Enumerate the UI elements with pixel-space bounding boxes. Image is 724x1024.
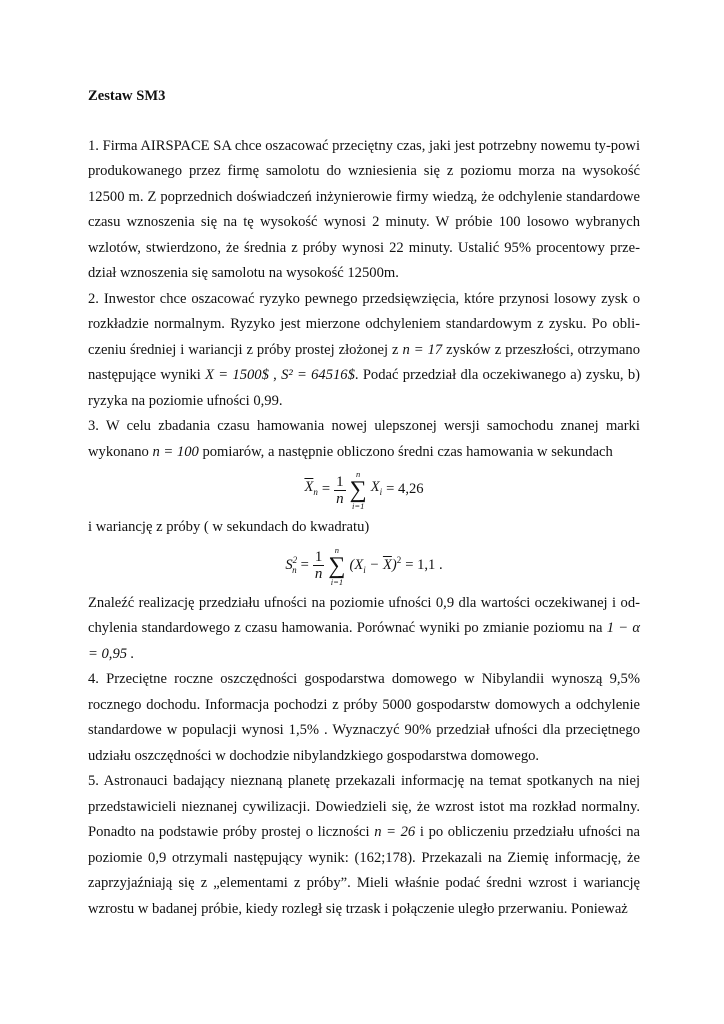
problem-5-sample-size: n = 26 [374,824,416,840]
problem-2-mean: X = 1500$ [205,367,269,383]
mean-formula: $\overline{X}_n$ = $\frac{1}{n}$ n ∑ i=1 $X_i$ = 4,26 [304,469,424,511]
problem-2-sample-size: n = 17 [402,341,443,358]
variance-formula: $S^2_n$ = $\frac{1}{n}$ n ∑ i=1 $(X_i - \overline{X})^2$ = 1,1 . [285,544,443,587]
problem-5 [88,769,640,922]
problem-3-text-a: 3. W celu zbadania czasu hamowania nowej ulepszonej wersji samochodu znanej marki wykonano [88,418,640,460]
variance-value: = 1,1 . [405,556,443,573]
problem-3-question [88,591,640,668]
problem-3-text-b: pomiarów, a następnie obliczono średni czas hamowania w sekundach [198,443,613,460]
problem-3 [88,414,640,465]
problem-5-text-b: i po obliczeniu przedziału ufności na poziomie 0,9 otrzymali następujący wynik: (162;178). Przekazali na Ziemię informację, że zaprzyjaźniają się z „elementami z próby”. Mieli właśnie podać średni wzrost i wariancję wzrostu w badanej próbie, kiedy rozległ się trzask i połączenie uległo przerwaniu. Ponieważ [88,824,641,917]
problem-3-text-d: Znaleźć realizację przedziału ufności na poziomie ufności 0,9 dla wartości oczekiwanej i od-chylenia standardowego z czasu hamowania. Porównać wyniki po zmianie poziomu na [88,594,640,636]
problem-2-variance: S² = 64516$ [281,367,355,383]
problem-3-variance-intro: i wariancję z próby ( w sekundach do kwadratu) [88,519,370,535]
problem-1: 1. Firma AIRSPACE SA chce oszacować przeciętny czas, jaki jest potrzebny nowemu ty-powi produkowanego przez firmę samolotu do wzniesienia się z poziomu morza na wysokość 12500 m. Z poprzednich doświadczeń inżynierowie firmy wiedzą, że odchylenie standardowe czasu wznoszenia się na tę wysokość wynosi 2 minuty. W próbie 100 losowo wybranych wzlotów, stwierdzono, że średnia z próby wynosi 22 minuty. Ustalić 95% procentowy prze-dział wznoszenia się samolotu na wysokość 12500m. [88,137,640,281]
problem-2-text-a: 2. Inwestor chce oszacować ryzyko pewnego przedsięwzięcia, które przynosi losowy zysk o rozkładzie normalnym. Ryzyko jest mierzone odchyleniem standardowym z zysku. Po obli-czeniu średniej i wariancji z próby prostej złożonej z [88,290,640,358]
problem-4: 4. Przeciętne roczne oszczędności gospodarstwa domowego w Nibylandii wynoszą 9,5% rocznego dochodu. Informacja pochodzi z próby 5000 gospodarstw domowych a odchylenie standardowe w populacji wynosi 1,5% . Wyznaczyć 90% przedział ufności dla przeciętnego udziału oszczędności w dochodzie nibylandzkiego gospodarstwa domowego. [88,671,640,764]
problem-3-sample-size: n = 100 [152,443,199,460]
document-page [88,84,640,922]
mean-value: = 4,26 [386,481,424,498]
problem-3-alpha: 1 − α = 0,95 . [88,620,640,662]
problem-2: 2. Inwestor chce oszacować ryzyko pewnego przedsięwzięcia, które przynosi losowy zysk o rozkładzie normalnym. Ryzyko jest mierzone odchyleniem standardowym z zysku. Po obli-czeniu średniej i wariancji z próby prostej złożonej z n = 17 zysków z przeszłości, otrzymano następujące wyniki X = 1500$ , S² = 64516$. Podać przedział dla oczekiwanego a) zysku, b) ryzyka na poziomie ufności 0,99. [88,290,640,409]
problem-2-text-c: . Podać przedział dla oczekiwanego a) zysku, b) ryzyka na poziomie ufności 0,99. [88,367,640,409]
problem-2-text-b: zysków z przeszłości, otrzymano następujące wyniki [88,341,640,383]
document-title: Zestaw SM3 [88,88,166,104]
problem-5-text-a: 5. Astronauci badający nieznaną planetę przekazali informację na temat spotkanych na niej przedstawicieli nieznanej cywilizacji. Dowiedzieli się, że wzrost istot ma rozkład normalny. Ponadto na podstawie próby prostej o liczności [88,773,640,840]
